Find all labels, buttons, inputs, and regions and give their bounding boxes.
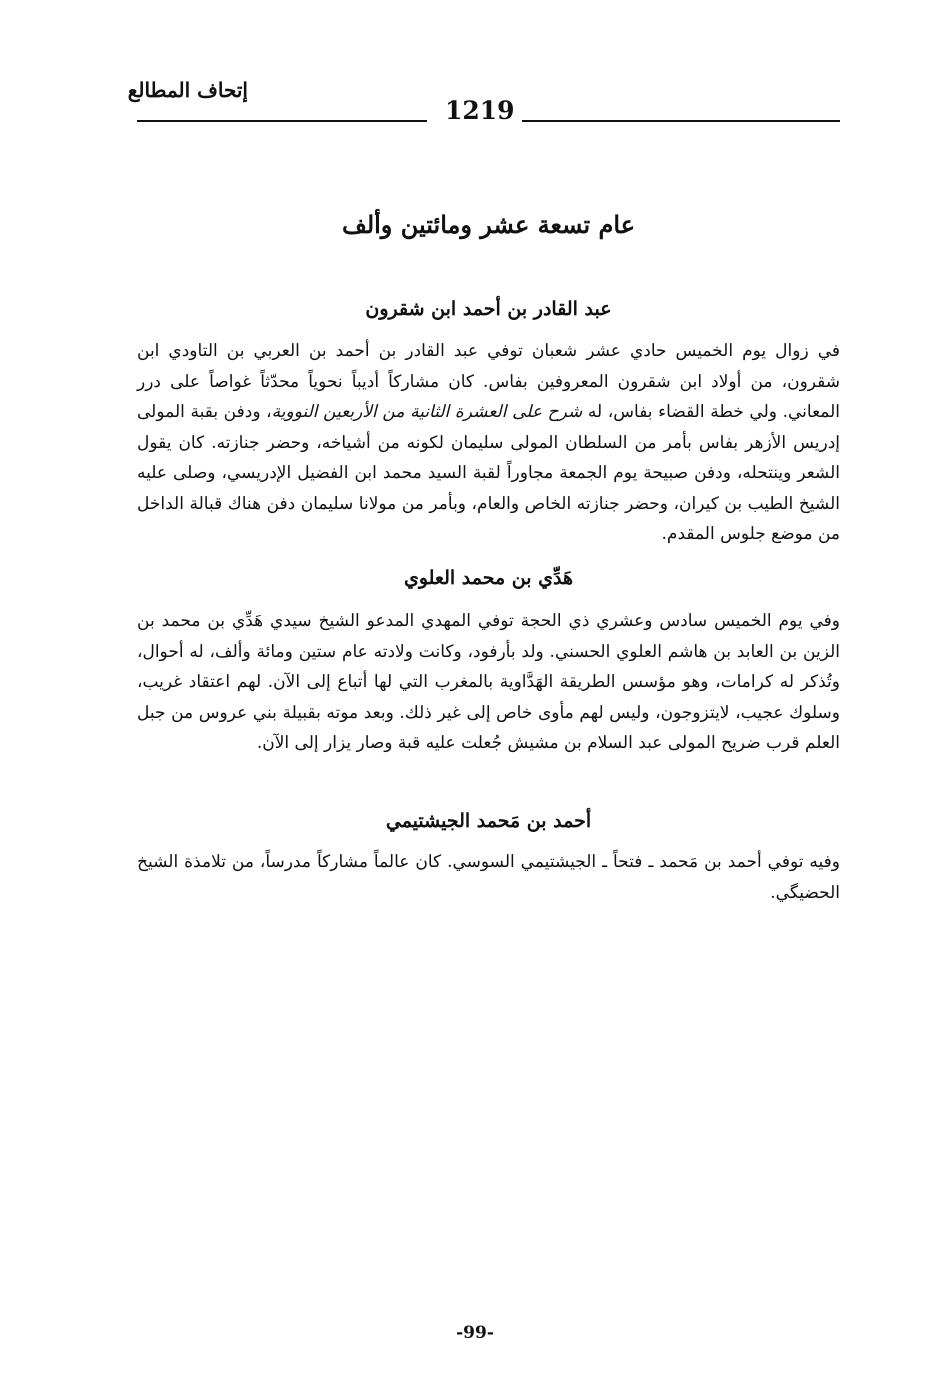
entry-paragraph: وفي يوم الخميس سادس وعشري ذي الحجة توفي المهدي المدعو الشيخ سيدي هَدِّي بن محمد بن الزين بن العابد بن هاشم العلوي الحسني. ولد بأرفود، وكانت ولادته عام ستين ومائة وألف، له أحوال، وتُذكر له كرامات، وهو مؤسس الطريقة الهَدَّاوية بالمغرب التي لها أتباع إلى الآن. لهم اعتقاد غريب، وسلوك عجيب، لايتزوجون، وليس لهم مأوى خاص إلى غير ذلك. وبعد موته بقبيلة بني عروس من جبل العلم قرب ضريح المولى عبد السلام بن مشيش جُعلت عليه قبة وصار يزار إلى الآن.	[137, 611, 840, 753]
book-title-italic: شرح على العشرة الثانية من الأربعين النووية	[271, 402, 583, 422]
entry-paragraph	[137, 336, 840, 550]
header-rule-right	[522, 120, 840, 122]
paragraph-text: في زوال يوم الخميس حادي عشر شعبان توفي عبد القادر بن أحمد بن العربي بن التاودي ابن شقرون، من أولاد ابن شقرون المعروفين بفاس. كان مشاركاً أديباً نحوياً محدّثاً غواصاً على درر المعاني. ولي خطة القضاء بفاس، له	[137, 341, 841, 422]
entry-heading: هَدِّي بن محمد العلوي	[403, 567, 574, 589]
page-number: -99-	[456, 1323, 494, 1343]
chapter-title: عام تسعة عشر ومائتين وألف	[341, 210, 636, 239]
entry-heading: أحمد بن مَحمد الجيشتيمي	[385, 810, 592, 832]
entry-paragraph: وفيه توفي أحمد بن مَحمد ـ فتحاً ـ الجيشتيمي السوسي. كان عالماً مشاركاً مدرساً، من تلامذة الشيخ الحضيگي.	[137, 852, 840, 903]
header-rule-left	[137, 120, 427, 122]
entry-heading: عبد القادر بن أحمد ابن شقرون	[365, 298, 612, 320]
year-number: 1219	[445, 96, 515, 125]
running-title: إتحاف المطالع	[127, 78, 248, 102]
paragraph-text: ، ودفن بقبة المولى إدريس الأزهر بفاس بأمر من السلطان المولى سليمان لكونه من أشياخه، وحضر جنازته. كان يقول الشعر وينتحله، ودفن صبيحة يوم الجمعة مجاوراً لقبة السيد محمد ابن الفضيل الإدريسي، وصلى عليه الشيخ الطيب بن كيران، وحضر جنازته الخاص والعام، وبأمر من مولانا سليمان دفن هناك قبالة الداخل من موضع جلوس المقدم.	[137, 402, 840, 544]
